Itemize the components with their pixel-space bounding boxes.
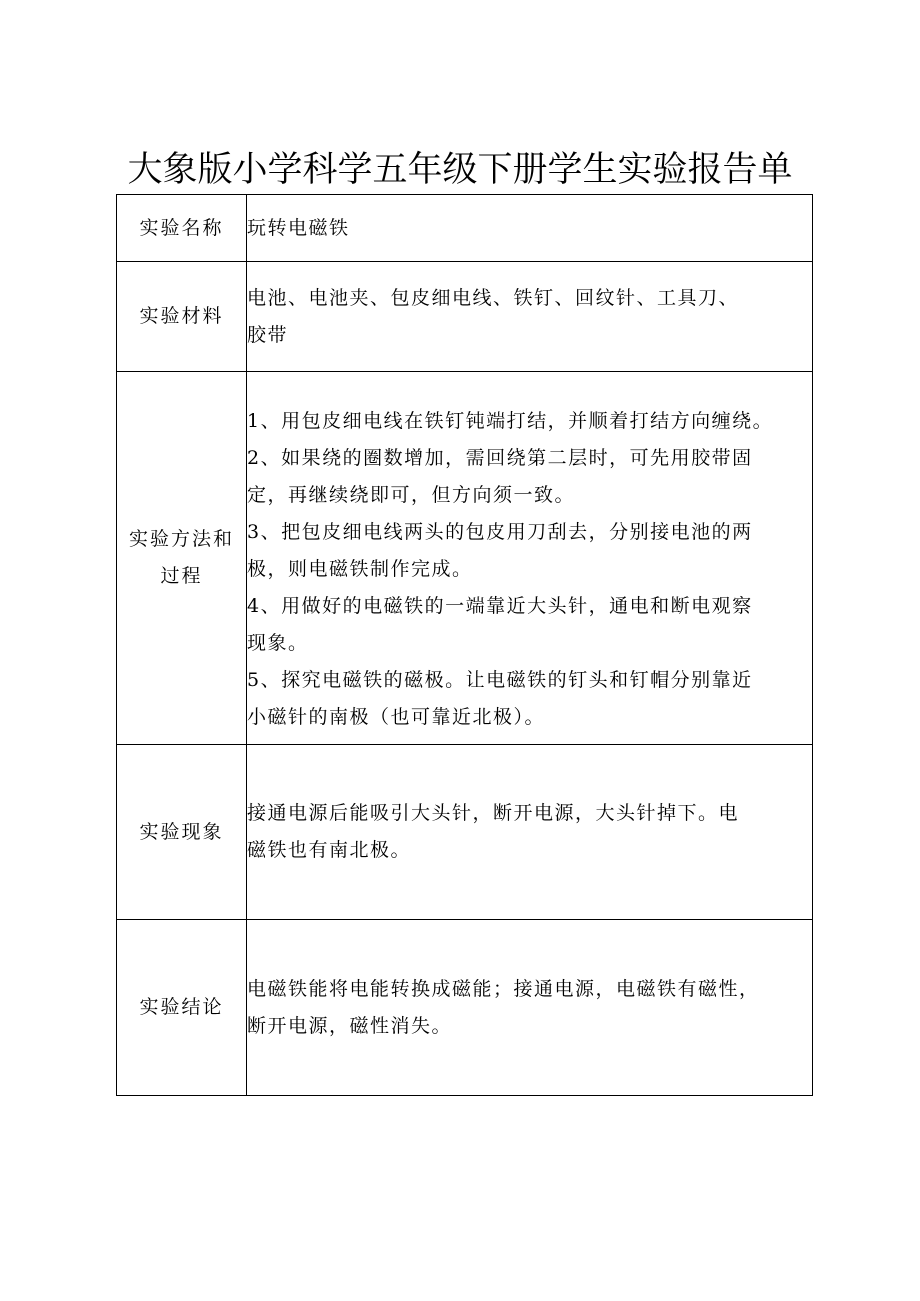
- row-label-method: [117, 372, 247, 745]
- content-line: 小磁针的南极（也可靠近北极）。: [247, 705, 546, 728]
- content-line: 4、用做好的电磁铁的一端靠近大头针，通电和断电观察: [247, 594, 753, 617]
- row-label-phenomenon: 实验现象: [117, 745, 247, 920]
- content-line: 电池、电池夹、包皮细电线、铁钉、回纹针、工具刀、: [247, 286, 740, 309]
- row-content-phenomenon: [247, 745, 813, 920]
- content-line: 电磁铁能将电能转换成磁能；接通电源，电磁铁有磁性，: [247, 977, 760, 1000]
- content-line: 极，则电磁铁制作完成。: [247, 557, 473, 580]
- content-line: 断开电源，磁性消失。: [247, 1014, 453, 1037]
- row-content-name: [247, 195, 813, 262]
- row-label-name: 实验名称: [117, 195, 247, 262]
- table-row: [117, 745, 813, 920]
- table-row: [117, 920, 813, 1096]
- report-table: [116, 194, 813, 1096]
- row-content-conclusion: [247, 920, 813, 1096]
- content-line: 1、用包皮细电线在铁钉钝端打结，并顺着打结方向缠绕。: [247, 409, 774, 432]
- content-line: 现象。: [247, 631, 309, 654]
- label-line: 实验方法和: [128, 528, 234, 550]
- table-row: [117, 262, 813, 372]
- row-content-materials: [247, 262, 813, 372]
- row-label-conclusion: 实验结论: [117, 920, 247, 1096]
- table-row: [117, 372, 813, 745]
- content-line: 接通电源后能吸引大头针，断开电源，大头针掉下。电: [247, 802, 740, 824]
- content-line: 3、把包皮细电线两头的包皮用刀刮去，分别接电池的两: [247, 520, 753, 543]
- content-line: 定，再继续绕即可，但方向须一致。: [247, 483, 576, 506]
- content-line: 胶带: [247, 323, 289, 346]
- row-content-method: [247, 372, 813, 745]
- content-line: 5、探究电磁铁的磁极。让电磁铁的钉头和钉帽分别靠近: [247, 668, 753, 691]
- content-line: 磁铁也有南北极。: [247, 839, 412, 861]
- label-line: 过程: [160, 565, 203, 587]
- page-title: 大象版小学科学五年级下册学生实验报告单: [127, 150, 793, 190]
- table-row: [117, 195, 813, 262]
- content-line: 2、如果绕的圈数增加，需回绕第二层时，可先用胶带固: [247, 446, 753, 469]
- row-label-materials: 实验材料: [117, 262, 247, 372]
- content-line: 玩转电磁铁: [247, 216, 350, 239]
